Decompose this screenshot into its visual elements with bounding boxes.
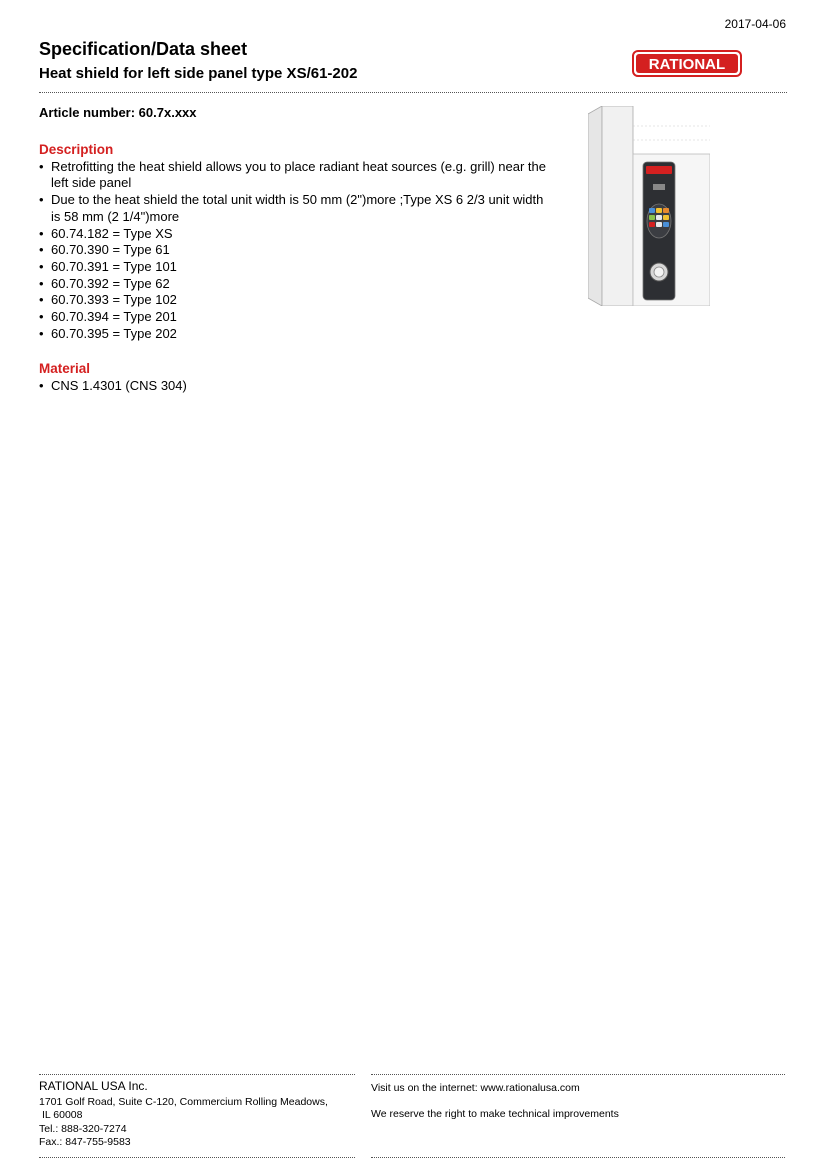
address-line: IL 60008 — [42, 1109, 83, 1121]
company-name: RATIONAL USA Inc. — [39, 1079, 148, 1093]
material-list — [39, 378, 549, 395]
description-heading: Description — [39, 142, 114, 157]
website-text: Visit us on the internet: www.rationalusa.com — [371, 1082, 580, 1094]
list-item: • 60.70.395 = Type 202 — [39, 326, 549, 343]
fax: Fax.: 847-755-9583 — [39, 1136, 131, 1148]
list-item: • Due to the heat shield the total unit width is 50 mm (2")more ;Type XS 6 2/3 unit width is 58 mm (2 1/4")more — [39, 192, 549, 225]
article-number: Article number: 60.7x.xxx — [39, 105, 197, 120]
list-item: • 60.70.394 = Type 201 — [39, 309, 549, 326]
material-section — [39, 361, 549, 394]
address-line: 1701 Golf Road, Suite C-120, Commercium Rolling Meadows, — [39, 1095, 328, 1108]
improvements-notice: We reserve the right to make technical improvements — [371, 1108, 619, 1120]
footer-divider-right — [371, 1074, 785, 1075]
telephone: Tel.: 888-320-7274 — [39, 1122, 127, 1135]
footer-bottom-divider-right — [371, 1157, 785, 1158]
list-item: • 60.70.392 = Type 62 — [39, 276, 549, 293]
page-title: Specification/Data sheet — [39, 39, 248, 59]
footer-info — [371, 1082, 619, 1121]
list-item: • 60.70.391 = Type 101 — [39, 259, 549, 276]
list-item: • 60.74.182 = Type XS — [39, 226, 549, 243]
footer-divider-left — [39, 1074, 355, 1075]
rational-logo — [632, 50, 742, 77]
page-subtitle: Heat shield for left side panel type XS/61-202 — [39, 65, 358, 82]
description-section — [39, 142, 549, 342]
list-item: • CNS 1.4301 (CNS 304) — [39, 378, 549, 395]
logo-text: RATIONAL — [648, 56, 726, 73]
list-item: • 60.70.390 = Type 61 — [39, 242, 549, 259]
material-heading: Material — [39, 361, 91, 376]
list-item: • 60.70.393 = Type 102 — [39, 292, 549, 309]
header-divider — [39, 92, 787, 93]
product-image — [588, 106, 710, 306]
list-item: • Retrofitting the heat shield allows you to place radiant heat sources (e.g. grill) near the left side panel — [39, 159, 549, 192]
footer-contact — [39, 1080, 359, 1150]
document-date: 2017-04-06 — [724, 17, 786, 31]
footer-bottom-divider-left — [39, 1157, 355, 1158]
description-list — [39, 159, 549, 343]
